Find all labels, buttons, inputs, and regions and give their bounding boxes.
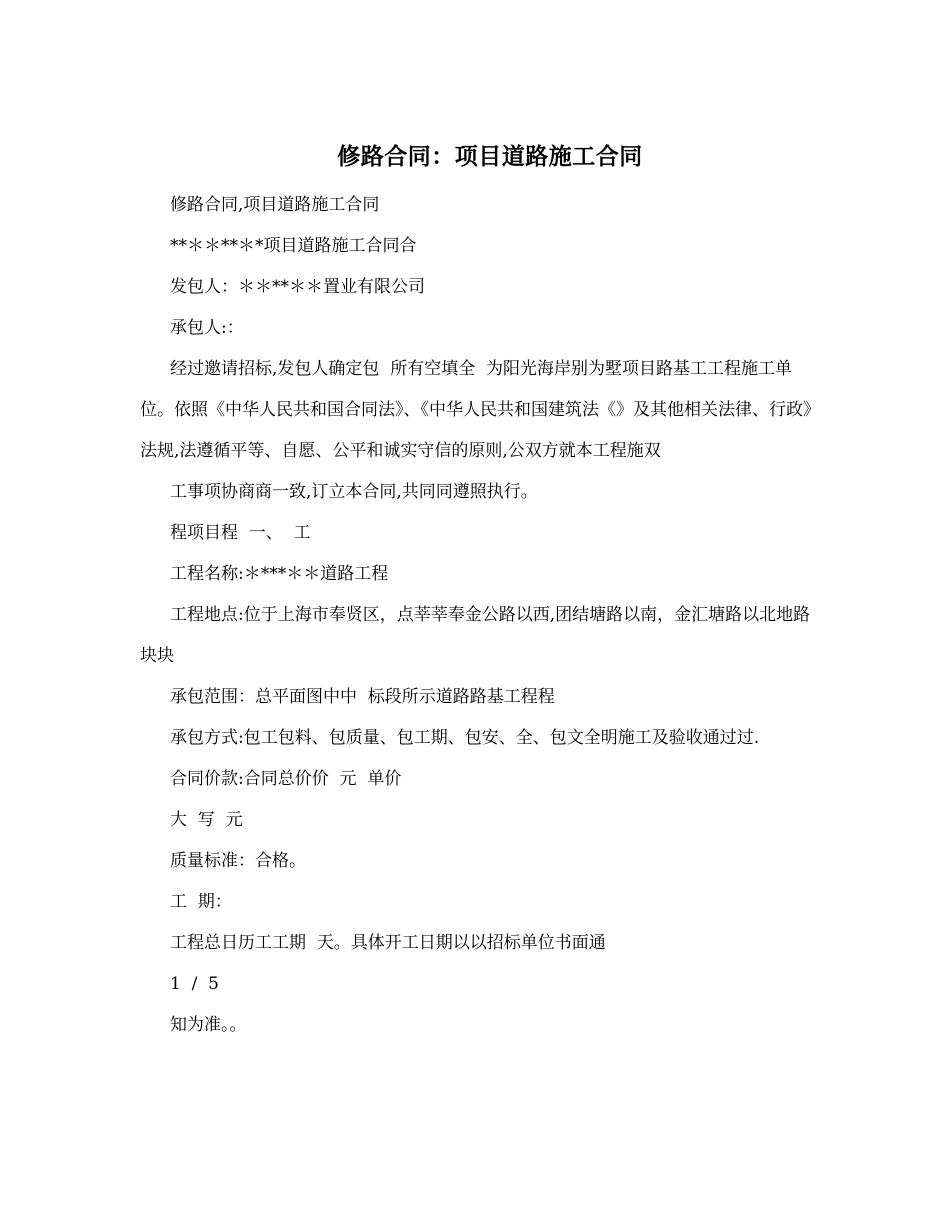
paragraph: 大 写 元 (170, 810, 243, 830)
paragraph: 工事项协商商一致,订立本合同,共同同遵照执行。 (170, 482, 538, 502)
paragraph: 合同价款:合同总价价 元 单价 (170, 769, 402, 789)
paragraph: 经过邀请招标,发包人确定包 所有空填全 为阳光海岸别为墅项目路基工工程施工单位。依照《中华人民共和国合同法》、《中华人民共和国建筑法《》及其他相关法律、行政》法规,法遵循平等、自愿、公平和诚实守信的原则,公双方就本工程施双 (140, 359, 820, 461)
paragraph: 质量标准：合格。 (170, 851, 306, 871)
paragraph: 承包范围：总平面图中中 标段所示道路路基工程程 (170, 687, 555, 707)
paragraph: 工 期： (170, 892, 232, 912)
paragraph: 程项目程 一、 工 (170, 523, 311, 543)
paragraph: 工程地点:位于上海市奉贤区，点莘莘奉金公路以西,团结塘路以南，金汇塘路以北地路块块 (140, 605, 811, 666)
paragraph: 工程总日历工工期 天。具体开工日期以以招标单位书面通 (170, 933, 606, 953)
paragraph: **＊＊**＊*项目道路施工合同合 (170, 236, 417, 256)
paragraph: 知为准。。 (170, 1015, 247, 1035)
paragraph: 承包人:： (170, 318, 244, 338)
paragraph: 发包人：＊＊**＊＊置业有限公司 (170, 277, 425, 297)
document-body (140, 185, 820, 1046)
page-number: 1 / 5 (170, 974, 219, 994)
paragraph: 工程名称:＊***＊＊道路工程 (170, 564, 389, 584)
paragraph: 修路合同,项目道路施工合同 (170, 195, 380, 215)
paragraph: 承包方式:包工包料、包质量、包工期、包安、全、包文全明施工及验收通过过. (170, 728, 760, 748)
document-title: 修路合同：项目道路施工合同 (337, 143, 643, 170)
